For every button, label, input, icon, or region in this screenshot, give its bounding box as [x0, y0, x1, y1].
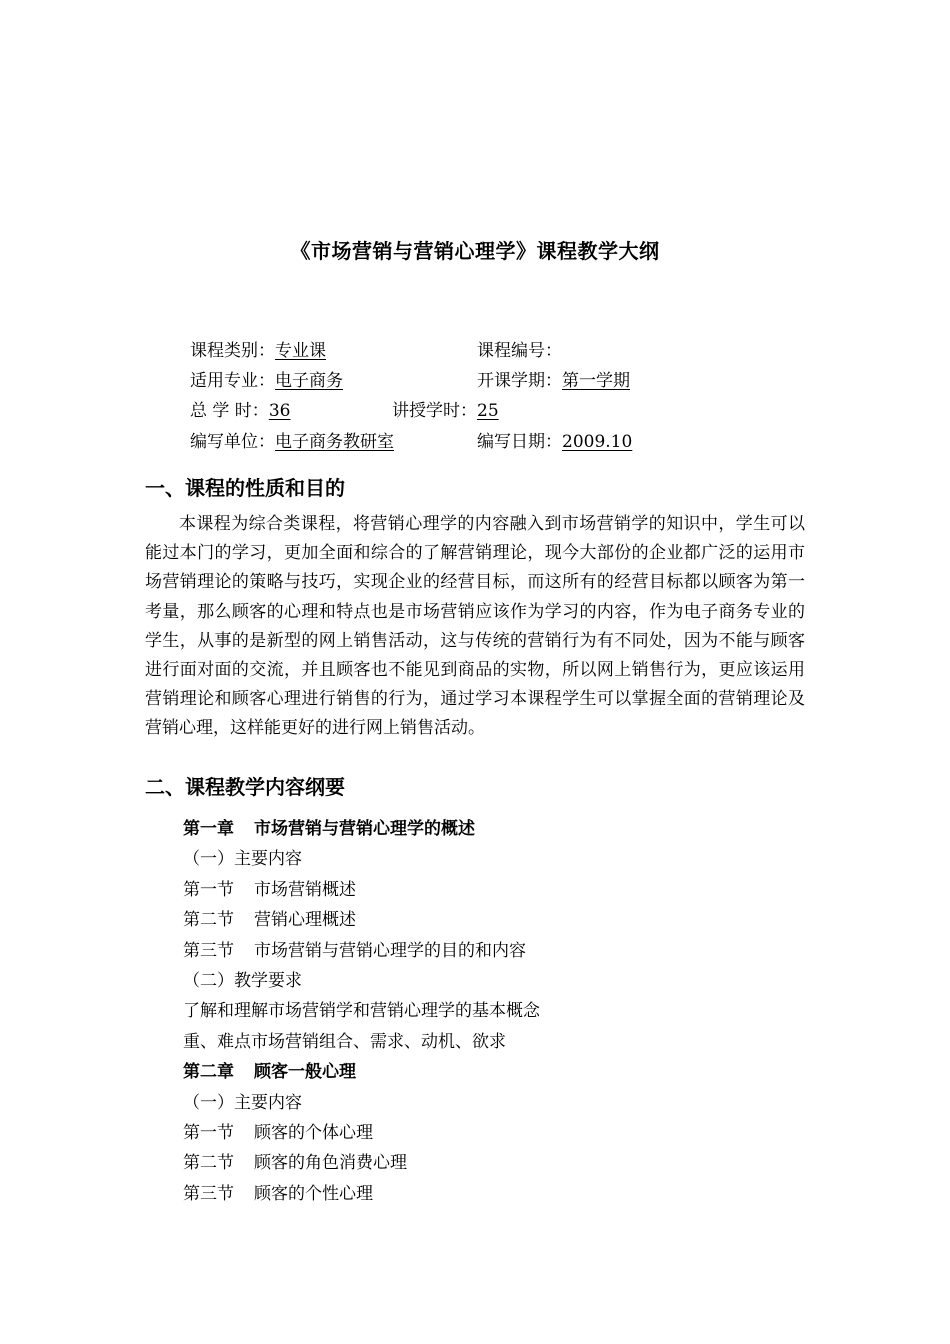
course-type: [190, 338, 326, 364]
section-title: 顾客的个体心理: [254, 1122, 373, 1143]
total-hours-label: 总 学 时：: [190, 401, 269, 421]
major: [190, 368, 343, 394]
meta-row-course-type: [190, 338, 810, 364]
date: [477, 429, 632, 455]
section-title: 顾客的个性心理: [254, 1183, 373, 1204]
section-heading-outline: 二、课程教学内容纲要: [145, 775, 345, 799]
semester-value: 第一学期: [562, 371, 630, 391]
chapter-1-section-2: [183, 905, 803, 935]
meta-row-unit: [190, 429, 810, 455]
total-hours-value: 36: [268, 401, 291, 421]
chapter-2-main-content: （一）主要内容: [183, 1092, 302, 1113]
section-num: 第三节: [183, 940, 234, 961]
chapter-2-section-3: [183, 1179, 803, 1209]
course-type-label: 课程类别：: [190, 341, 275, 361]
unit-value: 电子商务教研室: [275, 432, 394, 452]
date-value: 2009.10: [562, 432, 633, 452]
section-title: 顾客的角色消费心理: [254, 1153, 407, 1174]
chapter-2-section-1: [183, 1118, 803, 1148]
course-type-value: 专业课: [275, 341, 326, 361]
lecture-hours: [392, 398, 499, 424]
meta-row-hours: [190, 398, 810, 424]
chapter-1-section-3: [183, 936, 803, 966]
chapter-1-requirement-1: 了解和理解市场营销学和营销心理学的基本概念: [183, 1001, 540, 1022]
section-num: 第一节: [183, 1122, 234, 1143]
semester-label: 开课学期：: [477, 371, 562, 391]
chapter-1-title: 市场营销与营销心理学的概述: [254, 819, 475, 839]
section-paragraph-nature: 本课程为综合类课程，将营销心理学的内容融入到市场营销学的知识中，学生可以能过本门的学习，更加全面和综合的了解营销理论，现今大部份的企业都广泛的运用市场营销理论的策略与技巧，实现企业的经营目标，而这所有的经营目标都以顾客为第一考量，那么顾客的心理和特点也是市场营销应该作为学习的内容，作为电子商务专业的学生，从事的是新型的网上销售活动，这与传统的营销行为有不同处，因为不能与顾客进行面对面的交流，并且顾客也不能见到商品的实物，所以网上销售行为，更应该运用营销理论和顾客心理进行销售的行为，通过学习本课程学生可以掌握全面的营销理论及营销心理，这样能更好的进行网上销售活动。: [145, 514, 805, 739]
chapter-1-section-1: [183, 875, 803, 905]
section-title: 市场营销与营销心理学的目的和内容: [254, 940, 526, 961]
document-title: 《市场营销与营销心理学》课程教学大纲: [290, 239, 660, 263]
chapter-2-heading: [183, 1057, 803, 1087]
section-num: 第三节: [183, 1183, 234, 1204]
meta-row-major: [190, 368, 810, 394]
unit: [190, 429, 394, 455]
section-num: 第二节: [183, 910, 234, 931]
chapter-1-requirement-2: 重、难点市场营销组合、需求、动机、欲求: [183, 1031, 506, 1052]
chapter-2-section-2: [183, 1148, 803, 1178]
unit-label: 编写单位：: [190, 432, 275, 452]
chapter-2-title: 顾客一般心理: [254, 1062, 356, 1083]
course-code: [477, 338, 562, 364]
major-value: 电子商务: [275, 371, 343, 391]
course-code-label: 课程编号：: [477, 341, 562, 361]
section-num: 第一节: [183, 879, 234, 900]
lecture-hours-label: 讲授学时：: [392, 401, 477, 421]
section-title: 市场营销概述: [254, 879, 356, 900]
chapter-1-main-content: （一）主要内容: [183, 849, 302, 870]
major-label: 适用专业：: [190, 371, 275, 391]
date-label: 编写日期：: [477, 432, 562, 452]
chapter-1-num: 第一章: [183, 819, 234, 839]
lecture-hours-value: 25: [477, 401, 499, 421]
course-outline: [183, 814, 803, 1209]
semester: [477, 368, 630, 394]
chapter-1-requirements: （二）教学要求: [183, 970, 302, 991]
chapter-1-heading: [183, 814, 803, 844]
total-hours: [190, 398, 290, 424]
section-num: 第二节: [183, 1153, 234, 1174]
section-title: 营销心理概述: [254, 910, 356, 931]
section-heading-nature: 一、课程的性质和目的: [145, 476, 345, 500]
chapter-2-num: 第二章: [183, 1062, 234, 1083]
